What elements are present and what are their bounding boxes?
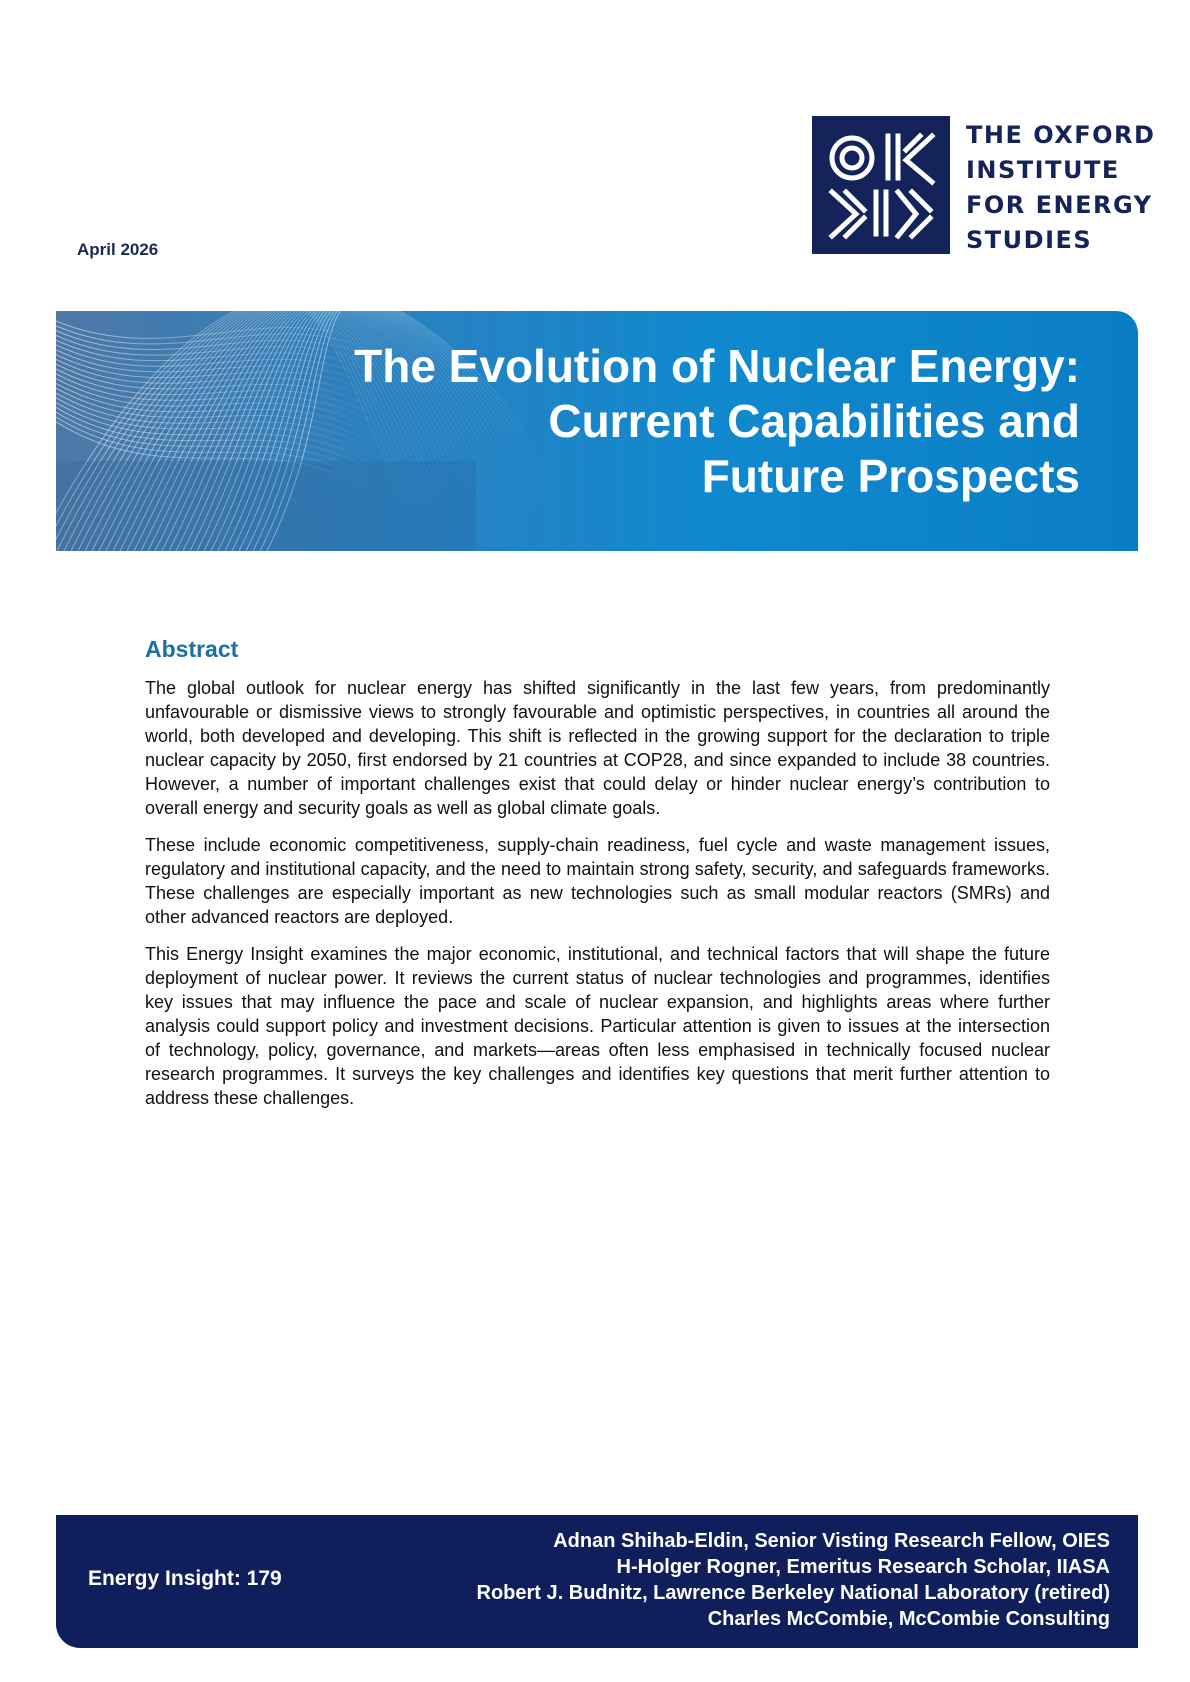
wordmark-line-2: INSTITUTE — [966, 156, 1120, 184]
wordmark-line-4: STUDIES — [966, 226, 1093, 254]
oies-wordmark — [966, 118, 1155, 258]
oies-emblem-icon — [812, 116, 950, 254]
abstract-section — [145, 636, 1050, 1123]
title-line-3: Future Prospects — [701, 450, 1080, 502]
oies-logo-mark — [812, 116, 950, 254]
title-line-2: Current Capabilities and — [548, 395, 1080, 447]
author-2: H-Holger Rogner, Emeritus Research Scholar, IIASA — [616, 1556, 1110, 1578]
wordmark-line-3: FOR ENERGY — [966, 191, 1153, 219]
abstract-paragraph-2: These include economic competitiveness, supply-chain readiness, fuel cycle and waste management issues, regulatory and institutional capacity, and the need to maintain strong safety, security, and safeguards frameworks. These challenges are especially important as new technologies such as small modular reactors (SMRs) and other advanced reactors are deployed. — [145, 835, 1050, 927]
author-4: Charles McCombie, McCombie Consulting — [707, 1608, 1110, 1630]
title-banner — [56, 311, 1138, 551]
footer-band — [56, 1515, 1138, 1648]
author-3: Robert J. Budnitz, Lawrence Berkeley National Laboratory (retired) — [476, 1582, 1110, 1604]
document-title — [354, 339, 1080, 504]
title-line-1: The Evolution of Nuclear Energy: — [354, 340, 1080, 392]
publication-date: April 2026 — [77, 240, 159, 259]
wordmark-line-1: THE OXFORD — [966, 121, 1156, 149]
abstract-heading: Abstract — [145, 636, 239, 662]
abstract-paragraph-3: This Energy Insight examines the major economic, institutional, and technical factors that will shape the future deployment of nuclear power. It reviews the current status of nuclear technologies and programmes, identifies key issues that may influence the pace and scale of nuclear expansion, and highlights areas where further analysis could support policy and investment decisions. Particular attention is given to issues at the intersection of technology, policy, governance, and markets—areas often less emphasised in technically focused nuclear research programmes. It surveys the key challenges and identifies key questions that merit further attention to address these challenges. — [145, 944, 1050, 1108]
series-label: Energy Insight: 179 — [88, 1567, 282, 1590]
author-list — [477, 1528, 1110, 1632]
oies-logo — [812, 116, 1156, 254]
author-1: Adnan Shihab-Eldin, Senior Visting Research Fellow, OIES — [553, 1530, 1110, 1552]
abstract-paragraph-1: The global outlook for nuclear energy has shifted significantly in the last few years, from predominantly unfavourable or dismissive views to strongly favourable and optimistic perspectives, in countries all around the world, both developed and developing. This shift is reflected in the growing support for the declaration to triple nuclear capacity by 2050, first endorsed by 21 countries at COP28, and since expanded to include 38 countries. However, a number of important challenges exist that could delay or hinder nuclear energy’s contribution to overall energy and security goals as well as global climate goals. — [145, 678, 1050, 818]
